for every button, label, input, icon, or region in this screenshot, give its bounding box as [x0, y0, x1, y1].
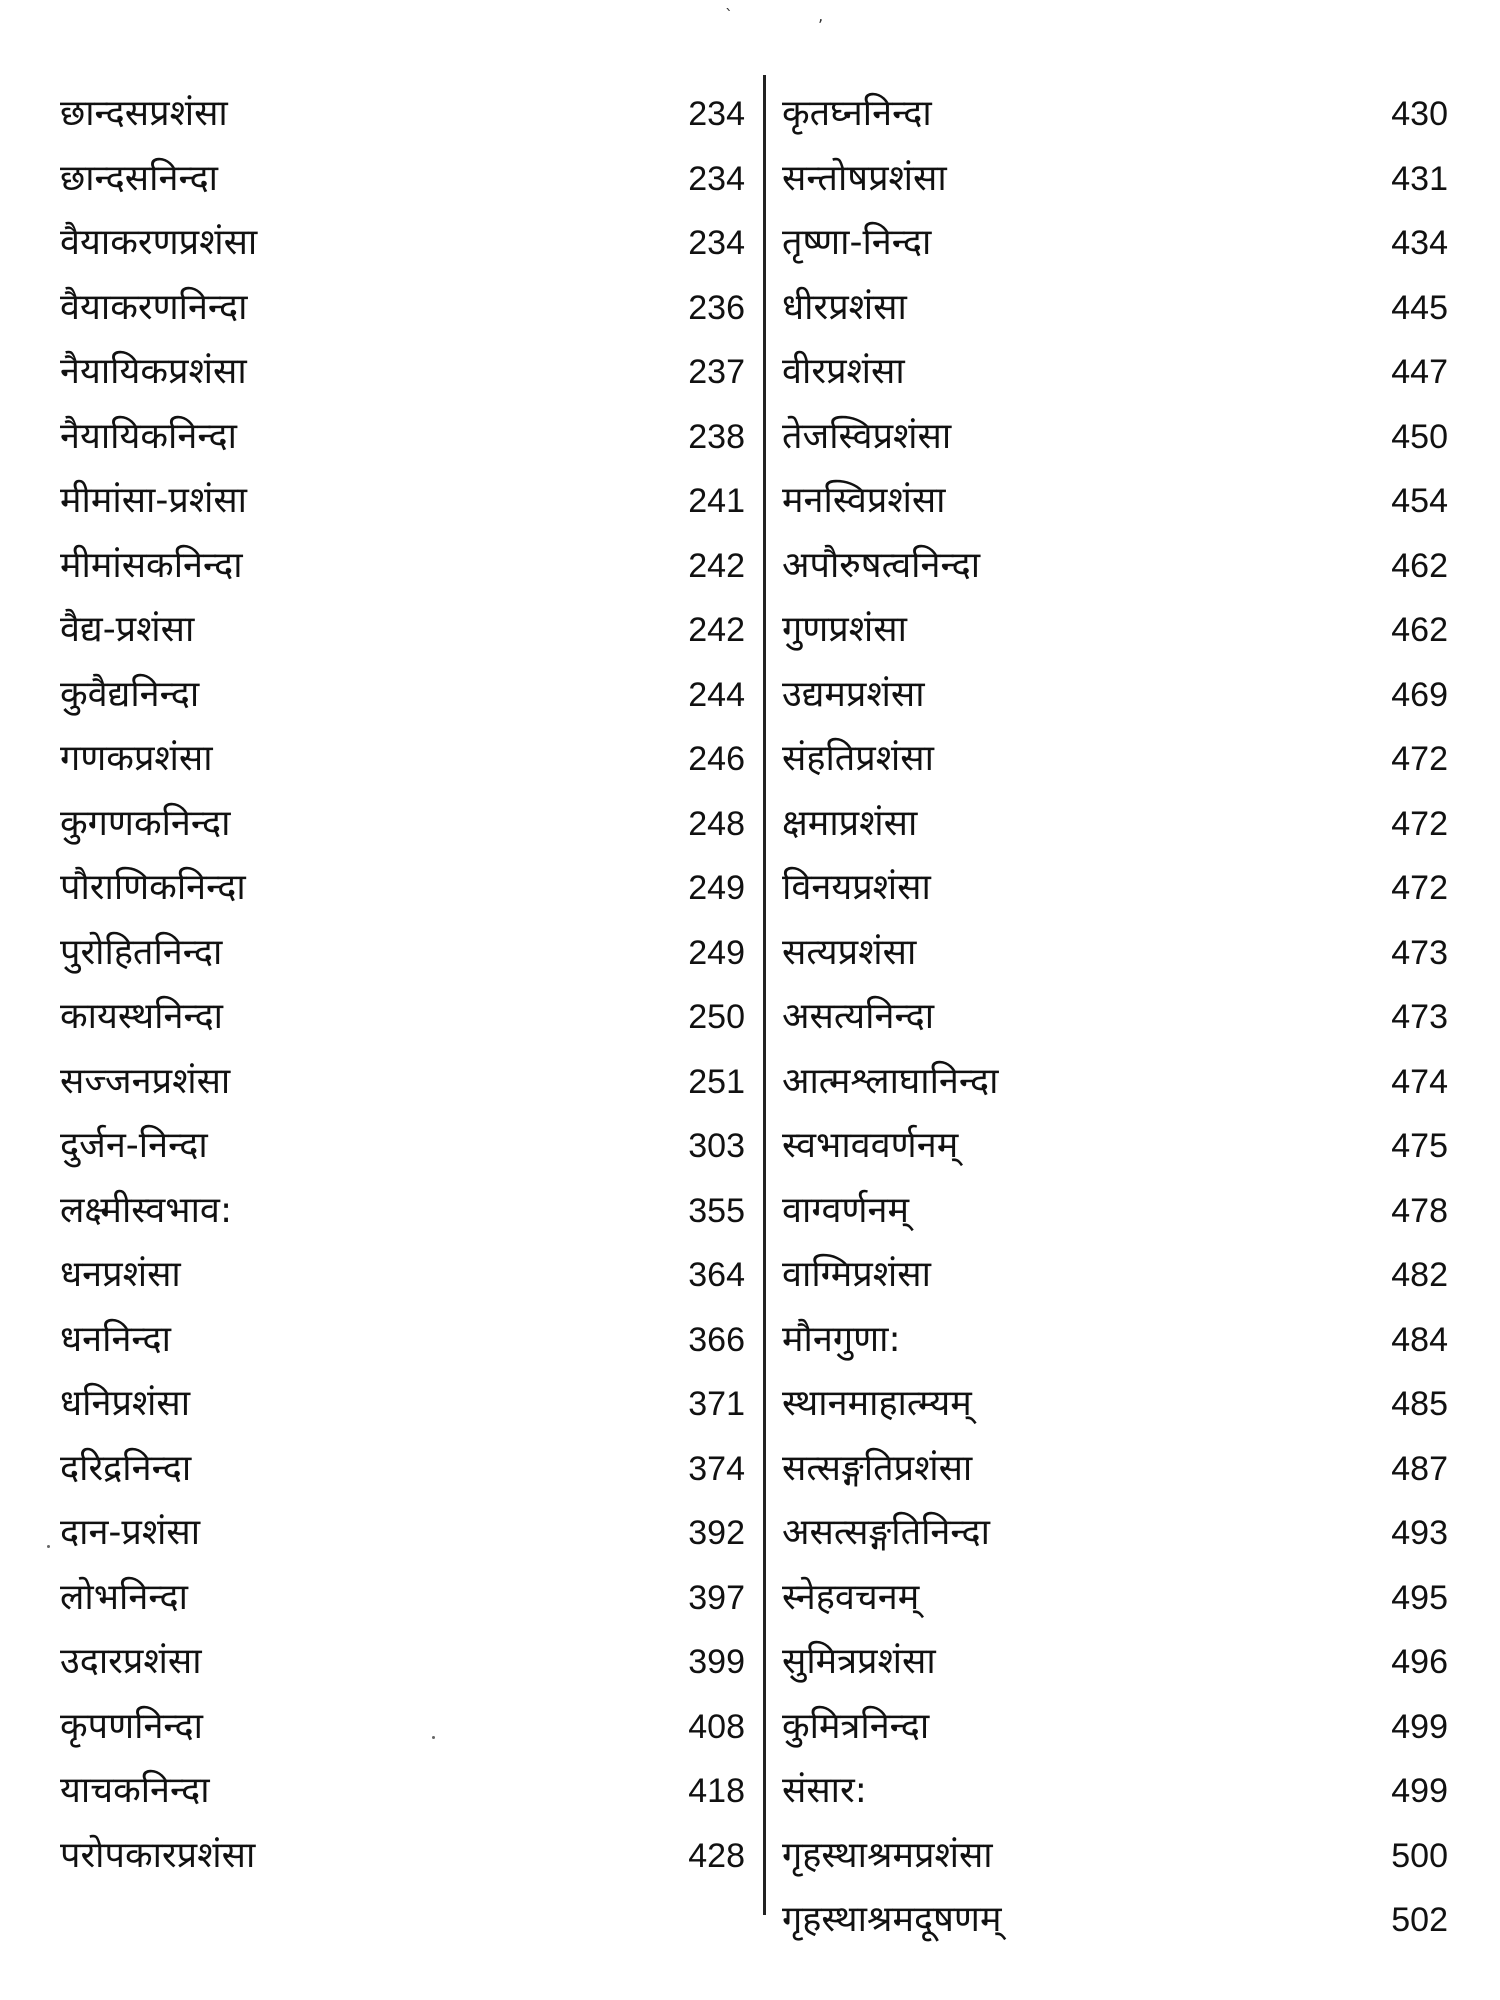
entry-page-number: 355 [688, 1191, 745, 1230]
entry-page-number: 249 [688, 933, 745, 972]
index-entry-right [782, 405, 1462, 470]
index-entry-right [782, 1308, 1462, 1373]
entry-title: याचकनिन्दा [60, 1770, 210, 1811]
entry-page-number: 496 [1391, 1643, 1448, 1681]
index-entry-left [60, 1050, 745, 1115]
entry-title: कुवैद्यनिन्दा [60, 673, 200, 715]
index-entry-left [60, 82, 745, 147]
entry-page-number: 445 [1391, 288, 1448, 327]
entry-page-number: 250 [688, 998, 745, 1036]
entry-page-number: 434 [1391, 224, 1448, 262]
entry-title: क्षमाप्रशंसा [782, 802, 918, 844]
entry-page-number: 234 [688, 159, 745, 198]
entry-page-number: 478 [1391, 1191, 1448, 1230]
entry-page-number: 472 [1391, 740, 1448, 778]
entry-title: असत्यनिन्दा [782, 996, 935, 1037]
entry-page-number: 236 [688, 288, 745, 327]
entry-title: संसार: [782, 1770, 867, 1811]
index-entry-left [60, 405, 745, 470]
index-entry-left [60, 276, 745, 341]
entry-page-number: 371 [688, 1385, 745, 1423]
index-entry-left [60, 340, 745, 405]
entry-title: नैयायिकनिन्दा [60, 415, 237, 457]
entry-title: वीरप्रशंसा [782, 351, 905, 392]
entry-title: वाग्वर्णनम् [782, 1189, 910, 1231]
entry-page-number: 242 [688, 611, 745, 649]
entry-page-number: 392 [688, 1514, 745, 1552]
entry-title: सन्तोषप्रशंसा [782, 157, 947, 199]
index-entry-right [782, 1501, 1462, 1566]
entry-page-number: 469 [1391, 675, 1448, 714]
index-entry-left [60, 1695, 745, 1760]
entry-title: अपौरुषत्वनिन्दा [782, 544, 981, 586]
index-entry-right [782, 211, 1462, 276]
index-entry-right [782, 985, 1462, 1050]
index-entry-right [782, 1243, 1462, 1308]
entry-page-number: 248 [688, 804, 745, 843]
index-entry-right [782, 1695, 1462, 1760]
entry-page-number: 487 [1391, 1449, 1448, 1488]
index-entry-left [60, 147, 745, 212]
entry-page-number: 303 [688, 1127, 745, 1165]
entry-page-number: 241 [688, 482, 745, 520]
index-entry-left [60, 469, 745, 534]
entry-page-number: 475 [1391, 1127, 1448, 1165]
entry-title: छान्दसप्रशंसा [60, 93, 228, 134]
entry-title: लोभनिन्दा [60, 1576, 188, 1618]
index-entry-right [782, 1630, 1462, 1695]
entry-title: दुर्जन-निन्दा [60, 1125, 208, 1166]
index-entry-right [782, 1437, 1462, 1502]
index-entry-right [782, 1824, 1462, 1889]
index-entry-left [60, 1759, 745, 1824]
index-entry-right [782, 1114, 1462, 1179]
right-column [782, 82, 1462, 1953]
index-entry-left [60, 1437, 745, 1502]
entry-page-number: 237 [688, 353, 745, 391]
entry-title: उदारप्रशंसा [60, 1641, 202, 1682]
entry-page-number: 462 [1391, 611, 1448, 649]
left-column [60, 82, 745, 1888]
entry-page-number: 366 [688, 1320, 745, 1359]
entry-title: मौनगुणा: [782, 1318, 901, 1360]
column-divider [763, 75, 766, 1915]
entry-page-number: 249 [688, 869, 745, 907]
entry-title: कुगणकनिन्दा [60, 802, 231, 844]
entry-title: छान्दसनिन्दा [60, 157, 219, 199]
entry-title: धनप्रशंसा [60, 1254, 181, 1295]
entry-title: मीमांसा-प्रशंसा [60, 480, 247, 521]
entry-page-number: 251 [688, 1062, 745, 1101]
entry-title: पुरोहितनिन्दा [60, 931, 223, 973]
index-entry-right [782, 1179, 1462, 1244]
index-entry-left [60, 598, 745, 663]
entry-page-number: 234 [688, 95, 745, 133]
entry-page-number: 246 [688, 740, 745, 778]
entry-page-number: 473 [1391, 933, 1448, 972]
index-entry-left [60, 1630, 745, 1695]
index-entry-right [782, 534, 1462, 599]
entry-page-number: 397 [688, 1578, 745, 1617]
entry-title: वैयाकरणनिन्दा [60, 286, 248, 328]
entry-title: संहतिप्रशंसा [782, 738, 934, 779]
index-entry-left [60, 856, 745, 921]
entry-page-number: 473 [1391, 998, 1448, 1036]
entry-title: धननिन्दा [60, 1318, 171, 1360]
index-entry-left [60, 663, 745, 728]
entry-page-number: 499 [1391, 1707, 1448, 1746]
entry-title: परोपकारप्रशंसा [60, 1834, 256, 1876]
entry-title: पौराणिकनिन्दा [60, 867, 246, 908]
scan-speck [432, 1736, 435, 1739]
entry-title: मीमांसकनिन्दा [60, 544, 243, 586]
index-entry-right [782, 663, 1462, 728]
entry-page-number: 502 [1391, 1901, 1448, 1939]
index-entry-left [60, 792, 745, 857]
index-entry-right [782, 921, 1462, 986]
index-entry-right [782, 82, 1462, 147]
entry-title: कृपणनिन्दा [60, 1705, 203, 1747]
entry-page-number: 500 [1391, 1836, 1448, 1875]
index-entry-left [60, 1566, 745, 1631]
entry-page-number: 238 [688, 417, 745, 456]
entry-title: नैयायिकप्रशंसा [60, 351, 247, 392]
entry-title: कृतघ्ननिन्दा [782, 93, 932, 134]
index-entry-right [782, 1759, 1462, 1824]
entry-title: धनिप्रशंसा [60, 1383, 191, 1424]
entry-title: विनयप्रशंसा [782, 867, 931, 908]
entry-page-number: 499 [1391, 1772, 1448, 1810]
entry-title: कायस्थनिन्दा [60, 996, 224, 1037]
index-entry-left [60, 1114, 745, 1179]
index-entry-left [60, 211, 745, 276]
entry-page-number: 493 [1391, 1514, 1448, 1552]
entry-page-number: 244 [688, 675, 745, 714]
entry-title: कुमित्रनिन्दा [782, 1705, 930, 1747]
entry-title: असत्सङ्गतिनिन्दा [782, 1512, 990, 1553]
entry-page-number: 472 [1391, 869, 1448, 907]
index-entry-right [782, 1050, 1462, 1115]
entry-page-number: 399 [688, 1643, 745, 1681]
index-entry-right [782, 1566, 1462, 1631]
entry-title: स्थानमाहात्म्यम् [782, 1383, 972, 1424]
index-entry-right [782, 1372, 1462, 1437]
entry-title: लक्ष्मीस्वभाव: [60, 1189, 233, 1231]
entry-title: दरिद्रनिन्दा [60, 1447, 192, 1489]
scan-speck [47, 1545, 50, 1548]
index-entry-right [782, 276, 1462, 341]
entry-title: गृहस्थाश्रमप्रशंसा [782, 1834, 993, 1876]
entry-page-number: 447 [1391, 353, 1448, 391]
entry-page-number: 485 [1391, 1385, 1448, 1423]
entry-page-number: 474 [1391, 1062, 1448, 1101]
index-entry-left [60, 985, 745, 1050]
index-entry-left [60, 921, 745, 986]
entry-title: तेजस्विप्रशंसा [782, 415, 952, 457]
entry-title: वाग्मिप्रशंसा [782, 1254, 931, 1295]
entry-title: सज्जनप्रशंसा [60, 1060, 231, 1102]
entry-page-number: 408 [688, 1707, 745, 1746]
index-entry-right [782, 340, 1462, 405]
index-entry-right [782, 598, 1462, 663]
entry-title: दान-प्रशंसा [60, 1512, 201, 1553]
entry-title: मनस्विप्रशंसा [782, 480, 946, 521]
index-entry-left [60, 727, 745, 792]
entry-title: स्वभाववर्णनम् [782, 1125, 959, 1166]
entry-page-number: 462 [1391, 546, 1448, 585]
entry-title: स्नेहवचनम् [782, 1576, 920, 1618]
entry-page-number: 450 [1391, 417, 1448, 456]
entry-title: वैयाकरणप्रशंसा [60, 222, 258, 263]
index-entry-right [782, 856, 1462, 921]
index-entry-right [782, 1888, 1462, 1953]
entry-title: सत्यप्रशंसा [782, 931, 917, 973]
entry-page-number: 418 [688, 1772, 745, 1810]
entry-title: गुणप्रशंसा [782, 609, 907, 650]
entry-title: आत्मश्लाघानिन्दा [782, 1060, 999, 1102]
entry-title: सत्सङ्गतिप्रशंसा [782, 1447, 973, 1489]
index-entry-right [782, 792, 1462, 857]
index-entry-left [60, 1372, 745, 1437]
entry-title: गृहस्थाश्रमदूषणम् [782, 1899, 1002, 1940]
entry-page-number: 482 [1391, 1256, 1448, 1294]
index-entry-right [782, 469, 1462, 534]
entry-title: गणकप्रशंसा [60, 738, 213, 779]
entry-title: उद्यमप्रशंसा [782, 673, 925, 715]
entry-page-number: 430 [1391, 95, 1448, 133]
index-entry-right [782, 147, 1462, 212]
entry-title: सुमित्रप्रशंसा [782, 1641, 936, 1682]
index-entry-left [60, 534, 745, 599]
entry-page-number: 454 [1391, 482, 1448, 520]
entry-title: धीरप्रशंसा [782, 286, 907, 328]
index-entry-left [60, 1179, 745, 1244]
index-entry-left [60, 1824, 745, 1889]
entry-page-number: 234 [688, 224, 745, 262]
index-entry-right [782, 727, 1462, 792]
index-entry-left [60, 1308, 745, 1373]
entry-title: तृष्णा-निन्दा [782, 222, 932, 263]
top-marks: ` , [725, 6, 864, 25]
index-entry-left [60, 1243, 745, 1308]
index-entry-left [60, 1501, 745, 1566]
entry-title: वैद्य-प्रशंसा [60, 609, 195, 650]
entry-page-number: 472 [1391, 804, 1448, 843]
entry-page-number: 242 [688, 546, 745, 585]
entry-page-number: 495 [1391, 1578, 1448, 1617]
entry-page-number: 428 [688, 1836, 745, 1875]
entry-page-number: 431 [1391, 159, 1448, 198]
entry-page-number: 484 [1391, 1320, 1448, 1359]
entry-page-number: 364 [688, 1256, 745, 1294]
entry-page-number: 374 [688, 1449, 745, 1488]
